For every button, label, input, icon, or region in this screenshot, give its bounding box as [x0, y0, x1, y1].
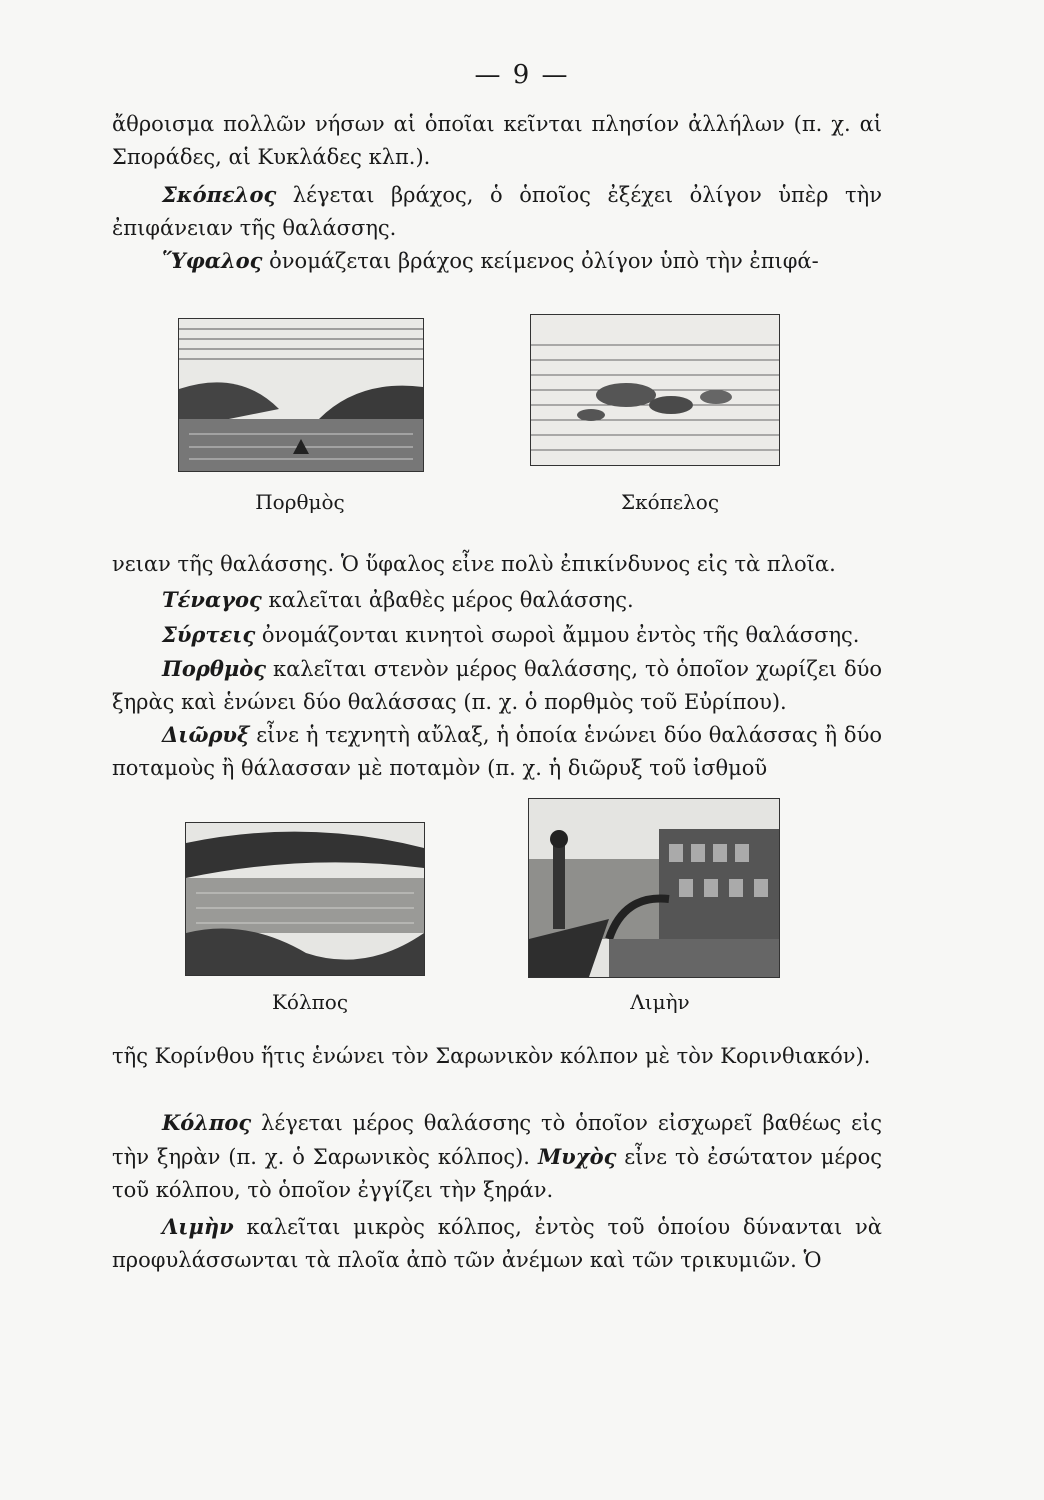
paragraph-skopelos	[112, 178, 882, 245]
rock-islet-illustration	[530, 314, 780, 466]
caption-rock-islet: Σκόπελος	[620, 490, 720, 514]
term-porthmos: Πορθμὸς	[162, 656, 266, 681]
dioryx-continuation: τῆς Κορίνθου ἥτις ἑνώνει τὸν Σαρωνικὸν κόλπον μὲ τὸν Κορινθιακόν).	[112, 1044, 871, 1068]
paragraph-dioryx	[112, 718, 882, 785]
paragraph-dioryx-cont	[112, 1040, 882, 1073]
strait-engraving	[179, 319, 423, 471]
caption-strait: Πορθμὸς	[255, 490, 345, 514]
limin-definition: καλεῖται μικρὸς κόλπος, ἐντὸς τοῦ ὁποίου δύνανται νὰ προφυλάσσωνται τὰ πλοῖα ἀπὸ τῶν ἀνέμων καὶ τῶν τρικυμιῶν. Ὁ	[112, 1215, 882, 1272]
term-dioryx: Διῶρυξ	[162, 722, 250, 747]
paragraph-porthmos	[112, 652, 882, 719]
yfalos-definition: ὀνομάζεται βράχος κείμενος ὀλίγον ὑπὸ τὴν ἐπιφά-	[262, 249, 819, 273]
syrteis-definition: ὀνομάζονται κινητοὶ σωροὶ ἄμμου ἐντὸς τῆς θαλάσσης.	[255, 623, 860, 647]
harbor-illustration	[528, 798, 780, 978]
kolpos-definition: λέγεται μέρος θαλάσσης τὸ ὁποῖον εἰσχωρεῖ βαθέως εἰς τὴν ξηρὰν (π. χ. ὁ Σαρωνικὸς κόλπος).	[112, 1111, 882, 1169]
archipelago-text: ἄθροισμα πολλῶν νήσων αἱ ὁποῖαι κεῖνται πλησίον ἀλλήλων (π. χ. αἱ Σποράδες, αἱ Κυκλάδες κλπ.).	[112, 112, 882, 169]
term-kolpos: Κόλπος	[162, 1110, 252, 1135]
term-limin: Λιμὴν	[162, 1214, 234, 1239]
term-tenagos: Τέναγος	[162, 587, 262, 612]
paragraph-tenagos	[112, 583, 882, 617]
harbor-engraving	[529, 799, 779, 977]
term-yfalos: Ὕφαλος	[162, 248, 263, 273]
gulf-illustration	[185, 822, 425, 976]
paragraph-archipelago	[112, 108, 882, 174]
strait-illustration	[178, 318, 424, 472]
caption-harbor: Λιμὴν	[630, 990, 690, 1014]
page-number: — 9 —	[474, 60, 570, 90]
rock-islet-engraving	[531, 315, 779, 465]
gulf-engraving	[186, 823, 424, 975]
paragraph-yfalos-cont	[112, 548, 882, 581]
term-mychos: Μυχὸς	[537, 1144, 617, 1169]
term-syrteis: Σύρτεις	[162, 622, 256, 647]
tenagos-definition: καλεῖται ἀβαθὲς μέρος θαλάσσης.	[261, 588, 634, 612]
dioryx-definition: εἶνε ἡ τεχνητὴ αὔλαξ, ἡ ὁποία ἑνώνει δύο θαλάσσας ἢ δύο ποταμοὺς ἢ θάλασσαν μὲ ποταμὸν (π. χ. ἡ διῶρυξ τοῦ ἰσθμοῦ	[112, 723, 882, 780]
paragraph-syrteis	[112, 618, 882, 652]
skopelos-definition: λέγεται βράχος, ὁ ὁποῖος ἐξέχει ὀλίγον ὑπὲρ τὴν ἐπιφάνειαν τῆς θαλάσσης.	[112, 183, 882, 240]
yfalos-continuation: νειαν τῆς θαλάσσης. Ὁ ὕφαλος εἶνε πολὺ ἐπικίνδυνος εἰς τὰ πλοῖα.	[112, 552, 836, 576]
term-skopelos: Σκόπελος	[162, 182, 277, 207]
caption-gulf: Κόλπος	[271, 990, 349, 1014]
porthmos-definition: καλεῖται στενὸν μέρος θαλάσσης, τὸ ὁποῖον χωρίζει δύο ξηρὰς καὶ ἑνώνει δύο θαλάσσας (π. χ. ὁ πορθμὸς τοῦ Εὐρίπου).	[112, 657, 882, 714]
paragraph-kolpos	[112, 1106, 882, 1207]
paragraph-yfalos	[112, 244, 882, 278]
mychos-definition: εἶνε τὸ ἐσώτατον μέρος τοῦ κόλπου, τὸ ὁποῖον ἐγγίζει τὴν ξηράν.	[112, 1145, 882, 1202]
paragraph-limin	[112, 1210, 882, 1277]
